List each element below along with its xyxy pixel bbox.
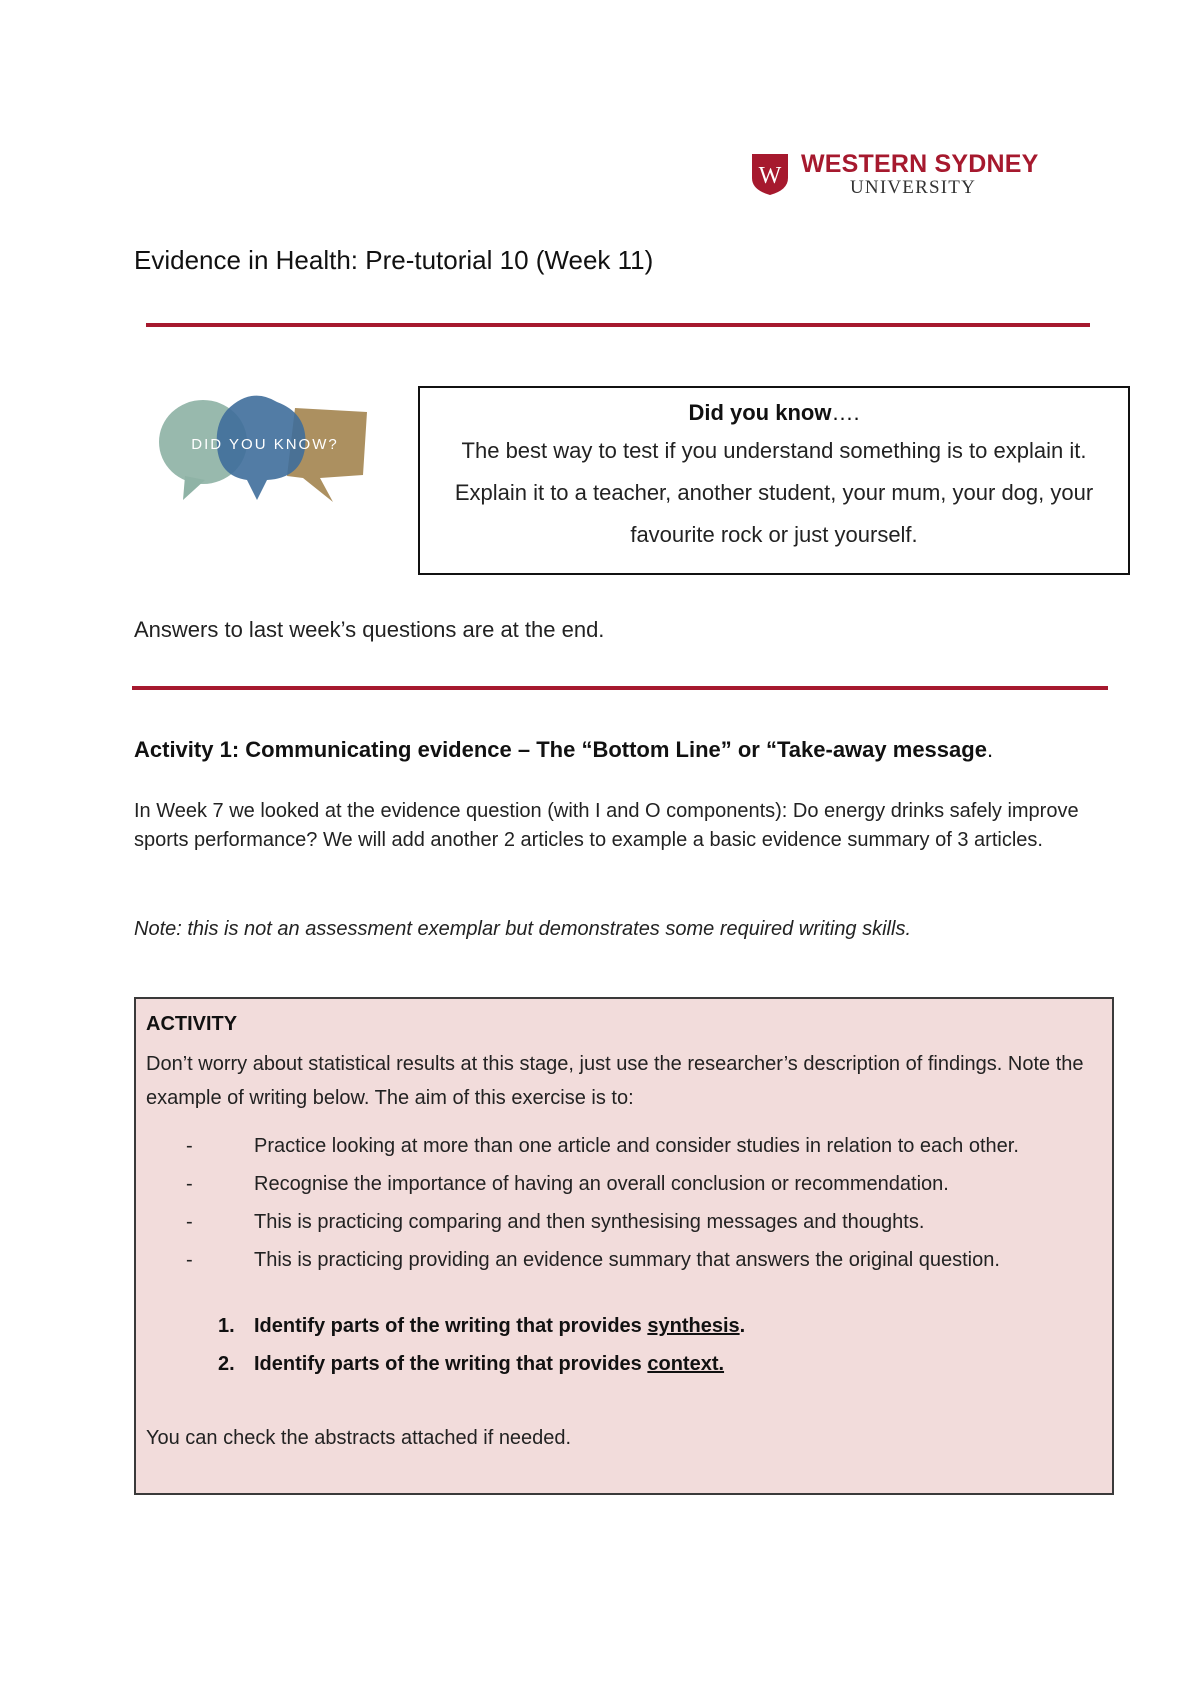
svg-text:W: W	[758, 163, 782, 189]
aims-list	[186, 1127, 1019, 1279]
answers-note: Answers to last week’s questions are at the end.	[134, 617, 605, 642]
svg-text:DID YOU KNOW?: DID YOU KNOW?	[191, 436, 339, 453]
speech-bubbles-graphic	[155, 390, 375, 510]
list-item: - This is practicing providing an evidence summary that answers the original question.	[186, 1249, 1000, 1271]
tasks-list	[218, 1307, 745, 1383]
intro-paragraph: In Week 7 we looked at the evidence question (with I and O components): Do energy drinks safely improve sports performance? We will add another 2 articles to example a basic evidence summary of 3 articles.	[134, 800, 1079, 851]
divider-bottom	[132, 686, 1108, 690]
list-item: - Recognise the importance of having an overall conclusion or recommendation.	[186, 1173, 949, 1195]
note-paragraph: Note: this is not an assessment exemplar but demonstrates some required writing skills.	[134, 918, 912, 940]
list-item: - Practice looking at more than one article and consider studies in relation to each other.	[186, 1135, 1019, 1157]
did-you-know-box	[418, 386, 1130, 575]
page-title: Evidence in Health: Pre-tutorial 10 (Week 11)	[134, 245, 654, 275]
closing-note: You can check the abstracts attached if needed.	[146, 1427, 572, 1449]
task-item: 2. Identify parts of the writing that provides context.	[218, 1353, 725, 1375]
activity-box	[134, 997, 1114, 1495]
activity-heading: Activity 1: Communicating evidence – The “Bottom Line” or “Take-away message.	[134, 737, 994, 762]
shield-icon	[750, 152, 790, 196]
did-you-know-text: The best way to test if you understand something is to explain it. Explain it to a teacher, another student, your mum, your dog, your favourite rock or just yourself.	[454, 438, 1094, 547]
activity-intro: Don’t worry about statistical results at this stage, just use the researcher’s description of findings. Note the example of writing below. The aim of this exercise is to:	[146, 1053, 1084, 1109]
logo-wordmark: WESTERN SYDNEY	[801, 150, 1039, 178]
divider-top	[146, 323, 1090, 327]
logo-subtitle: UNIVERSITY	[850, 177, 976, 198]
list-item: - This is practicing comparing and then synthesising messages and thoughts.	[186, 1211, 925, 1233]
activity-label: ACTIVITY	[146, 1013, 238, 1035]
did-you-know-heading: Did you know….	[688, 400, 860, 425]
task-item: 1. Identify parts of the writing that provides synthesis.	[218, 1315, 746, 1337]
university-logo	[750, 150, 1050, 202]
